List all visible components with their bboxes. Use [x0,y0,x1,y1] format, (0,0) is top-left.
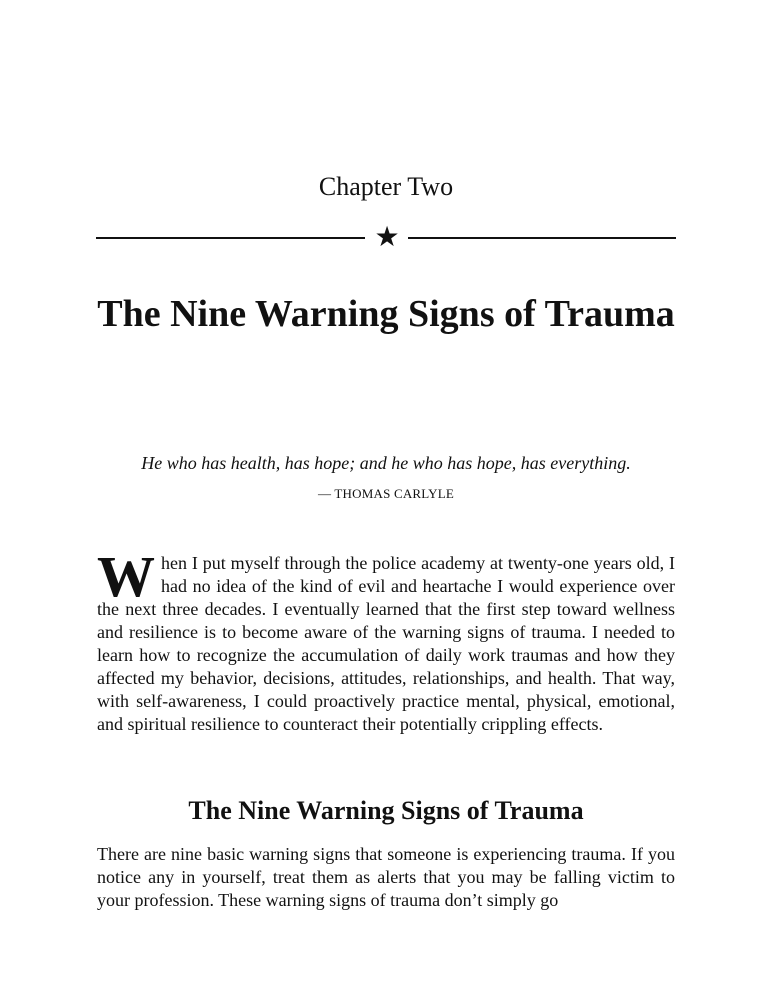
ornament-rule-left [96,237,365,239]
section-paragraph: There are nine basic warning signs that someone is experiencing trauma. If you notice any in yourself, treat them as alerts that you may be falling victim to your profession. These warning signs of trauma don’t simply go [97,844,675,910]
intro-text: hen I put myself through the police academy at twenty-one years old, I had no idea of the kind of evil and heartache I would experience over the next three decades. I eventually learned that the first step toward wellness and resilience is to become aware of the warning signs of trauma. I needed to learn how to recognize the accumulation of daily work traumas and how they affected my behavior, decisions, attitudes, relationships, and health. That way, with self-awareness, I could proactively practice mental, physical, emotional, and spiritual resilience to counteract their potentially crippling effects. [97,553,675,734]
epigraph-quote: He who has health, has hope; and he who has hope, has everything. [141,453,631,473]
intro-paragraph [97,544,675,736]
chapter-ornament [96,220,676,253]
star-icon: ★ [374,220,400,253]
chapter-label: Chapter Two [318,172,454,201]
chapter-title: The Nine Warning Signs of Trauma [97,293,675,335]
ornament-rule-right [408,237,676,239]
section-heading: The Nine Warning Signs of Trauma [188,796,584,825]
epigraph-author: — THOMAS CARLYLE [318,486,454,501]
drop-cap: W [97,544,155,609]
